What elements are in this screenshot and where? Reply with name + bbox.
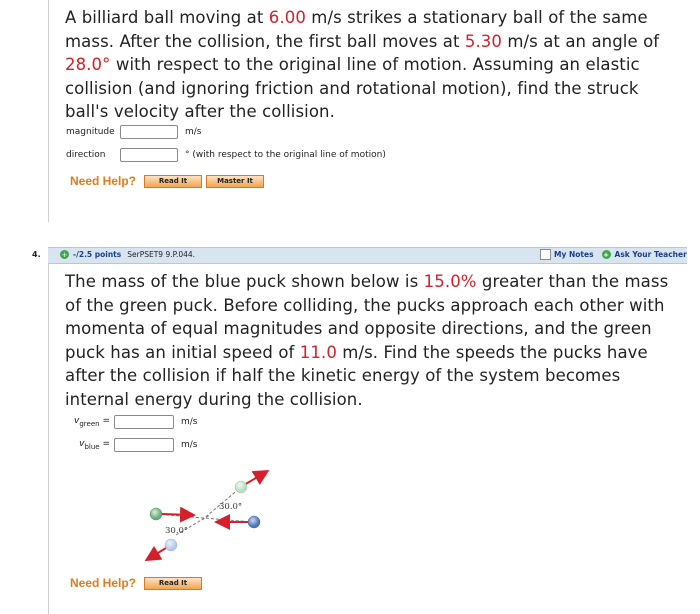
- v-blue-row: [66, 436, 198, 454]
- magnitude-row: [66, 123, 202, 141]
- read-it-button[interactable]: Read It: [144, 577, 202, 590]
- given-speed: 6.00: [268, 8, 306, 27]
- green-final-arrow: [244, 472, 266, 485]
- left-border: [48, 262, 49, 614]
- question-number: 4.: [32, 250, 41, 259]
- direction-input[interactable]: [120, 148, 178, 162]
- ask-teacher-link[interactable]: Ask Your Teacher: [614, 250, 687, 259]
- direction-label: direction: [66, 150, 106, 160]
- question-1-text: A billiard ball moving at 6.00 m/s strikes a stationary ball of the same mass. After the collision, the first ball moves at 5.30 m/s at an angle of 28.0° with respect to the original line of motion. Assuming an elastic collision (and ignoring friction and rotational motion), find the struck ball's velocity after the collision.: [65, 8, 660, 121]
- green-puck-final: [235, 481, 247, 493]
- question-points: [60, 250, 195, 259]
- given-speed: 11.0: [299, 342, 337, 362]
- angle-label-top: 30.0°: [219, 502, 243, 512]
- green-velocity-arrow: [162, 514, 192, 515]
- v-green-label: $v_{green}$ =: [74, 416, 110, 428]
- need-help-row: [70, 576, 202, 590]
- left-border: [48, 0, 49, 222]
- blue-puck-final: [165, 539, 177, 551]
- given-percent: 15.0%: [423, 272, 477, 291]
- blue-puck: [248, 516, 260, 528]
- given-angle: 28.0°: [65, 55, 111, 74]
- read-it-button[interactable]: Read It: [144, 175, 202, 188]
- v-green-row: [66, 413, 198, 431]
- plus-icon[interactable]: +: [603, 250, 609, 259]
- need-help-label: Need Help?: [70, 576, 137, 590]
- notes-checkbox[interactable]: [540, 249, 551, 260]
- points-label: -/2.5 points: [73, 250, 122, 259]
- need-help-label: Need Help?: [70, 174, 137, 188]
- my-notes-link[interactable]: My Notes: [554, 250, 594, 259]
- v-green-unit: m/s: [181, 417, 198, 427]
- v-blue-unit: m/s: [181, 440, 198, 450]
- direction-row: [66, 146, 386, 164]
- angle-label-bottom: 30.0°: [165, 526, 189, 536]
- question-code: SerPSET9 9.P.044.: [127, 250, 196, 259]
- v-blue-label: $v_{blue}$ =: [79, 439, 110, 451]
- plus-icon[interactable]: +: [61, 250, 68, 259]
- puck-collision-diagram: [140, 465, 280, 565]
- magnitude-unit: m/s: [185, 127, 202, 137]
- v-blue-input[interactable]: [114, 438, 174, 452]
- green-puck: [150, 508, 162, 520]
- direction-unit: ° (with respect to the original line of motion): [185, 150, 386, 160]
- v-green-input[interactable]: [114, 415, 174, 429]
- magnitude-input[interactable]: [120, 125, 178, 139]
- master-it-button[interactable]: Master It: [206, 175, 264, 188]
- notes-area: [540, 249, 687, 260]
- magnitude-label: magnitude: [66, 127, 115, 137]
- question-2-text: The mass of the blue puck shown below is 15.0% greater than the mass of the green puck. Before colliding, the pucks approach each other with momenta of equal magnitudes and opposite directions, and the green puck has an initial speed of 11.0 m/s. Find the speeds the pucks have after the collision if half the kinetic energy of the system becomes internal energy during the collision.: [65, 272, 669, 409]
- blue-final-arrow: [148, 548, 166, 559]
- need-help-row: [70, 174, 264, 188]
- given-speed-2: 5.30: [464, 31, 502, 51]
